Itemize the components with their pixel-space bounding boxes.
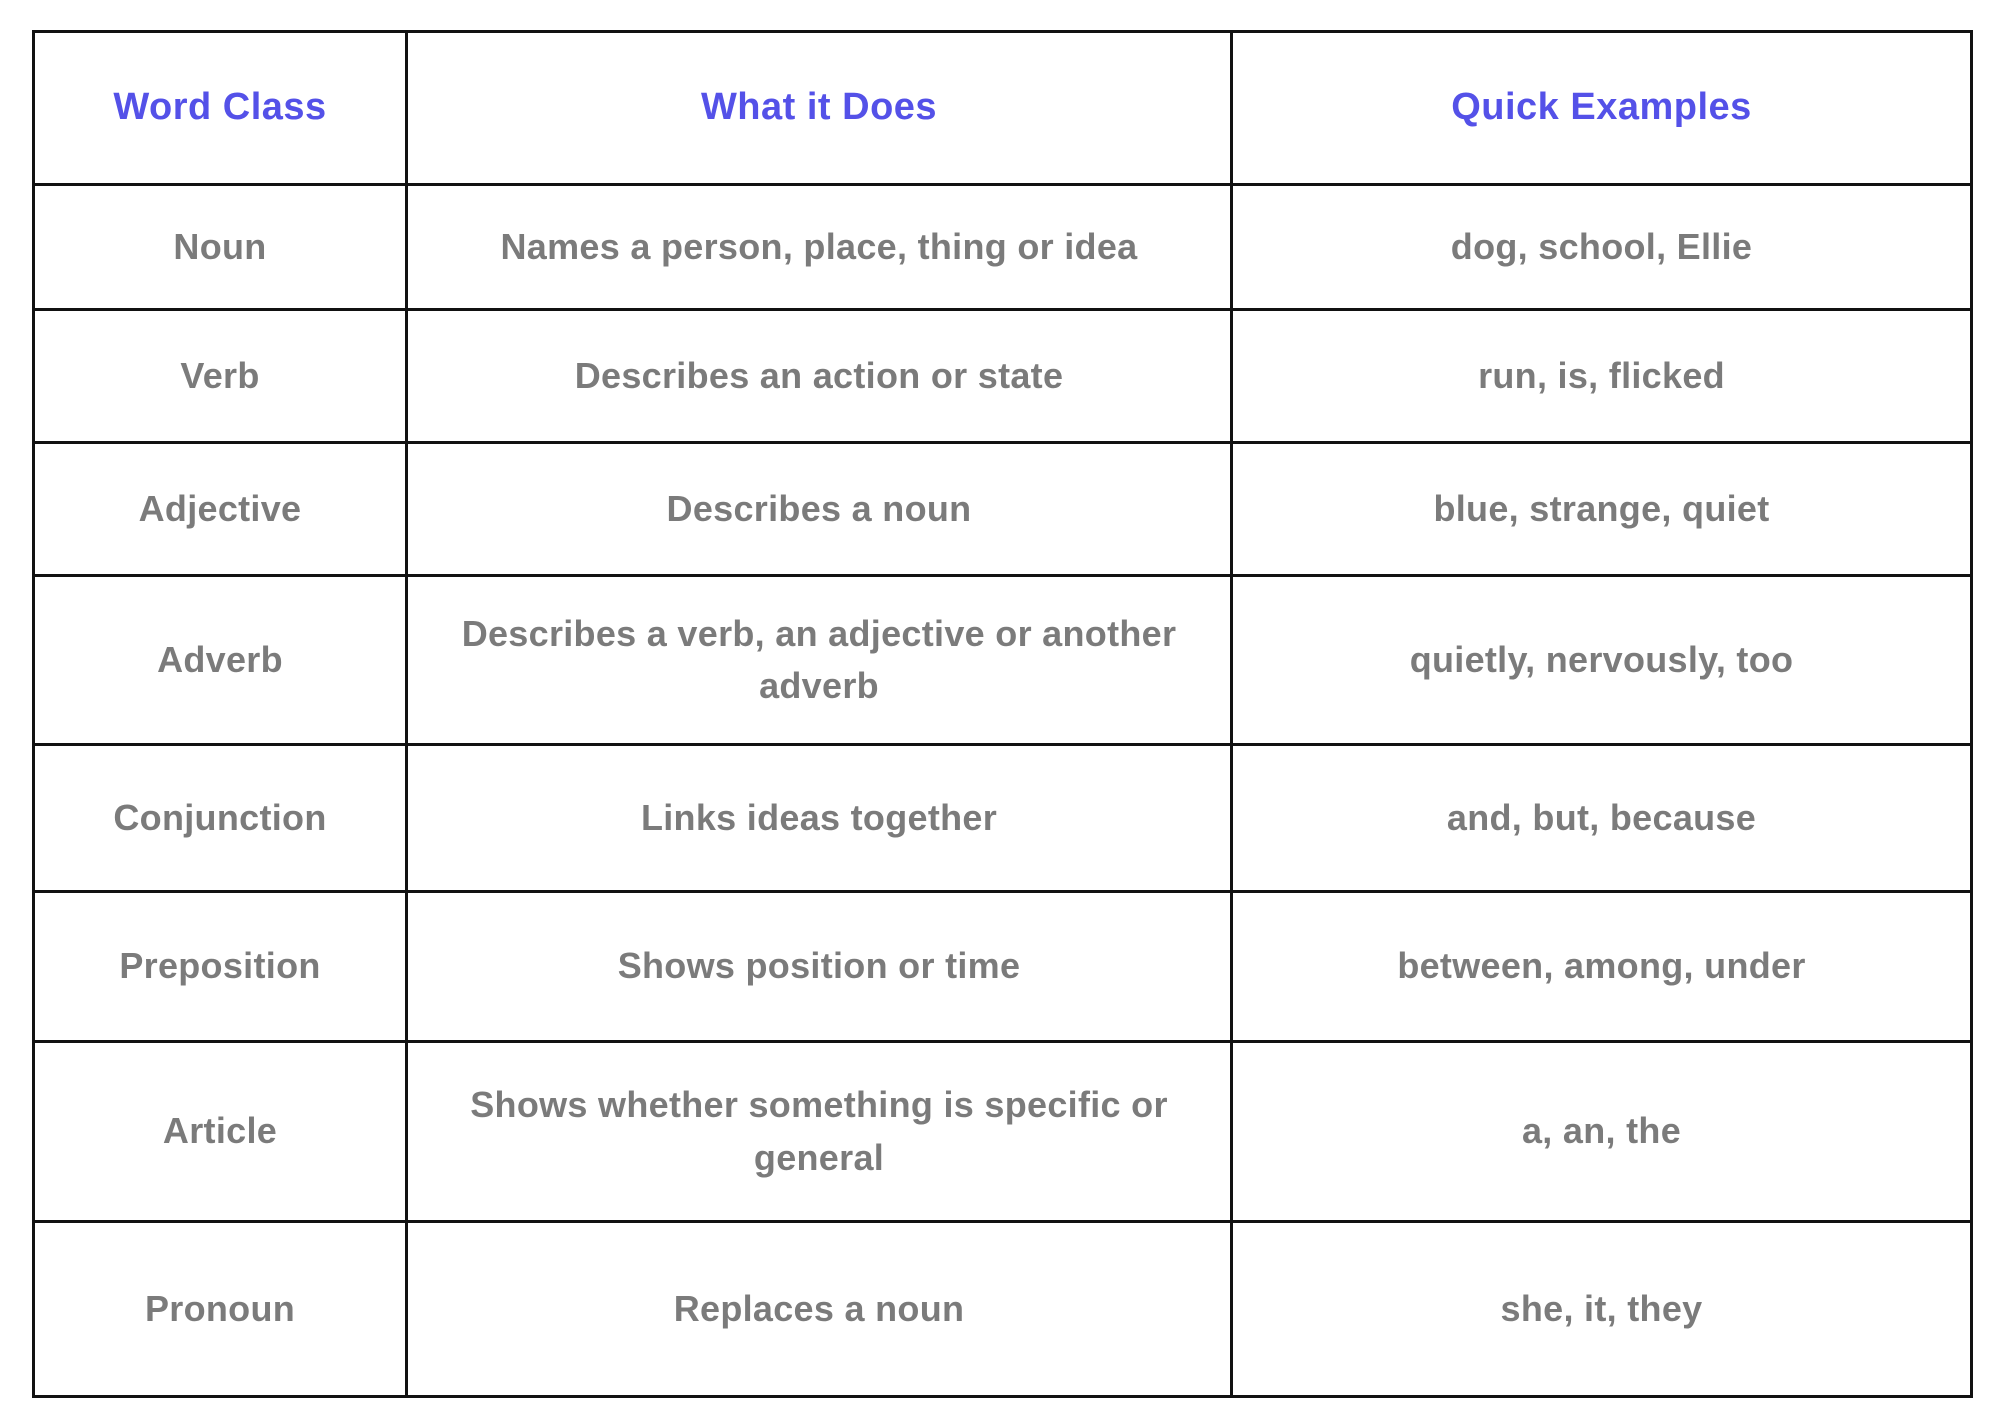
cell-word-class: Noun xyxy=(34,185,407,310)
cell-what-it-does: Shows whether something is specific or general xyxy=(407,1042,1232,1222)
word-class-table xyxy=(32,30,1973,1398)
cell-word-class: Article xyxy=(34,1042,407,1222)
cell-examples: and, but, because xyxy=(1232,745,1972,892)
header-row xyxy=(34,32,1972,185)
table-row-article xyxy=(34,1042,1972,1222)
cell-word-class: Pronoun xyxy=(34,1222,407,1397)
header-cell-word-class: Word Class xyxy=(34,32,407,185)
cell-what-it-does: Shows position or time xyxy=(407,892,1232,1042)
table-row-verb xyxy=(34,310,1972,443)
header-cell-what-it-does: What it Does xyxy=(407,32,1232,185)
cell-what-it-does: Replaces a noun xyxy=(407,1222,1232,1397)
cell-word-class: Verb xyxy=(34,310,407,443)
cell-word-class: Preposition xyxy=(34,892,407,1042)
table-row-adjective xyxy=(34,443,1972,576)
cell-what-it-does: Names a person, place, thing or idea xyxy=(407,185,1232,310)
cell-examples: run, is, flicked xyxy=(1232,310,1972,443)
table-row-conjunction xyxy=(34,745,1972,892)
cell-examples: quietly, nervously, too xyxy=(1232,576,1972,745)
cell-examples: blue, strange, quiet xyxy=(1232,443,1972,576)
table-row-noun xyxy=(34,185,1972,310)
header-cell-quick-examples: Quick Examples xyxy=(1232,32,1972,185)
cell-what-it-does: Describes a noun xyxy=(407,443,1232,576)
table-row-preposition xyxy=(34,892,1972,1042)
cell-word-class: Conjunction xyxy=(34,745,407,892)
table-row-adverb xyxy=(34,576,1972,745)
cell-examples: dog, school, Ellie xyxy=(1232,185,1972,310)
table-row-pronoun xyxy=(34,1222,1972,1397)
cell-word-class: Adjective xyxy=(34,443,407,576)
cell-what-it-does: Links ideas together xyxy=(407,745,1232,892)
cell-what-it-does: Describes a verb, an adjective or another adverb xyxy=(407,576,1232,745)
cell-word-class: Adverb xyxy=(34,576,407,745)
cell-examples: she, it, they xyxy=(1232,1222,1972,1397)
cell-examples: between, among, under xyxy=(1232,892,1972,1042)
cell-what-it-does: Describes an action or state xyxy=(407,310,1232,443)
cell-examples: a, an, the xyxy=(1232,1042,1972,1222)
